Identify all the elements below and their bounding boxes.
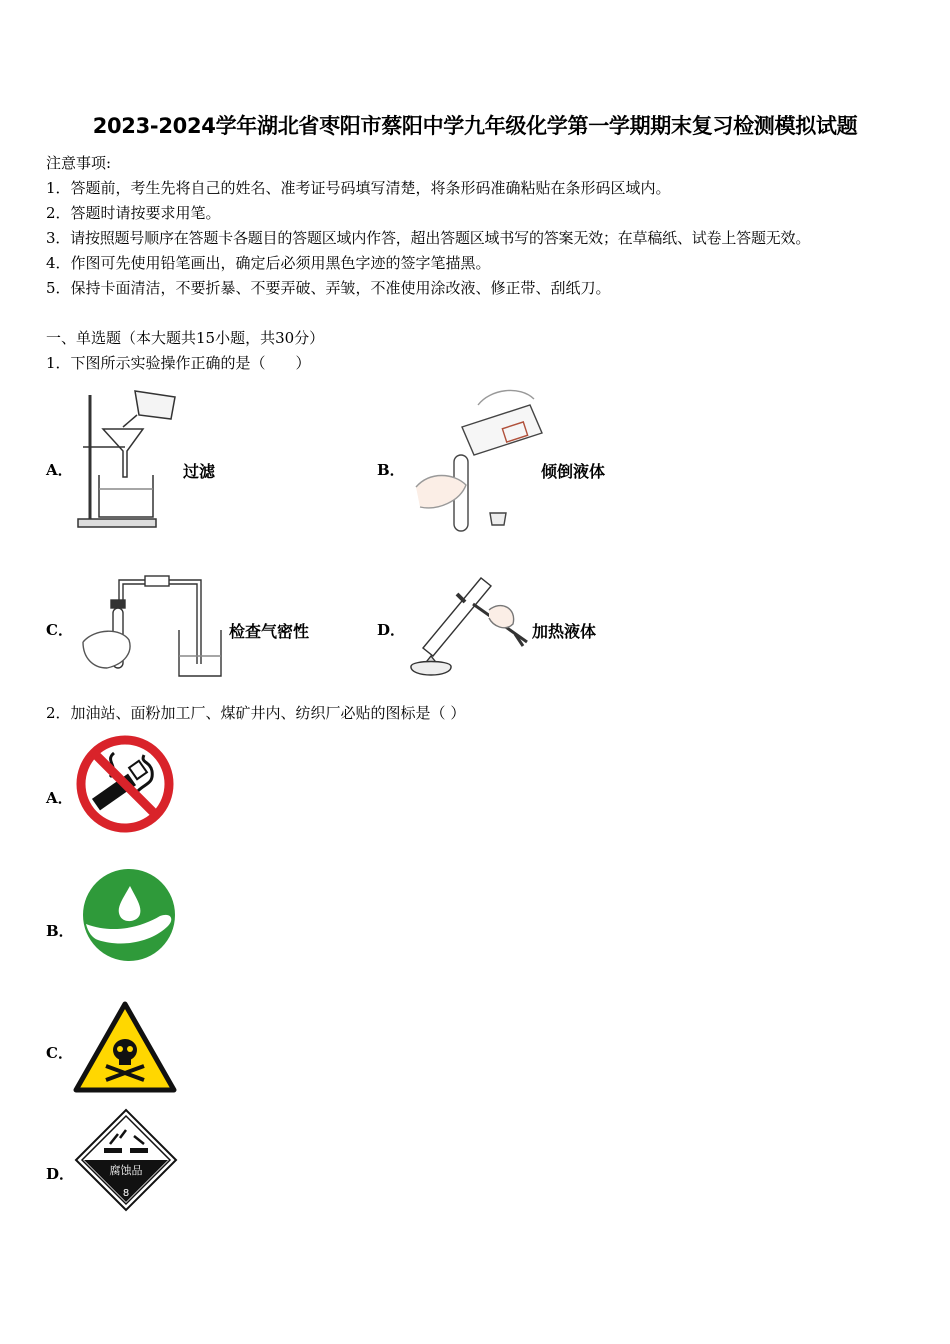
filtration-apparatus-image (75, 385, 185, 533)
toxic-warning-icon (72, 1000, 178, 1094)
question-1-stem: 1．下图所示实验操作正确的是（ ） (46, 354, 311, 372)
q1-option-d-caption: 加热液体 (532, 622, 597, 641)
corrosive-sign-number: 8 (122, 1188, 130, 1199)
notice-heading: 注意事项: (46, 154, 112, 172)
notice-item: 5．保持卡面清洁，不要折暴、不要弄破、弄皱，不准使用涂改液、修正带、刮纸刀。 (46, 279, 611, 297)
q1-option-a-label: A． (46, 461, 73, 479)
corrosive-sign-icon (74, 1108, 178, 1212)
notice-item: 2．答题时请按要求用笔。 (46, 204, 221, 222)
q1-option-d-label: D． (377, 621, 406, 639)
q1-option-c-label: C． (46, 621, 73, 639)
q2-option-b-label: B． (46, 922, 74, 940)
page-title: 2023-2024学年湖北省枣阳市蔡阳中学九年级化学第一学期期末复习检测模拟试题 (92, 114, 858, 138)
corrosive-sign-text: 腐蚀品 (109, 1164, 143, 1177)
notice-item: 1．答题前，考生先将自己的姓名、准考证号码填写清楚，将条形码准确粘贴在条形码区域内。 (46, 179, 671, 197)
q2-option-a-label: A． (46, 789, 73, 807)
section-heading: 一、单选题（本大题共15小题，共30分） (46, 329, 325, 347)
q1-option-b-label: B． (377, 461, 405, 479)
question-2-stem: 2．加油站、面粉加工厂、煤矿井内、纺织厂必贴的图标是（ ） (46, 704, 466, 722)
q2-option-d-label: D． (46, 1165, 75, 1183)
heating-liquid-image (405, 570, 535, 682)
q1-option-c-caption: 检查气密性 (229, 622, 310, 641)
water-saving-icon (82, 868, 176, 962)
no-smoking-icon (74, 733, 176, 835)
q2-option-c-label: C． (46, 1044, 73, 1062)
q1-option-a-caption: 过滤 (183, 462, 216, 481)
notice-item: 3．请按照题号顺序在答题卡各题目的答题区域内作答，超出答题区域书写的答案无效；在草稿纸、试卷上答题无效。 (46, 229, 811, 247)
airtightness-check-image (75, 572, 225, 682)
q1-option-b-caption: 倾倒液体 (541, 462, 606, 481)
notice-item: 4．作图可先使用铅笔画出，确定后必须用黑色字迹的签字笔描黑。 (46, 254, 491, 272)
pouring-liquid-image (410, 385, 550, 535)
